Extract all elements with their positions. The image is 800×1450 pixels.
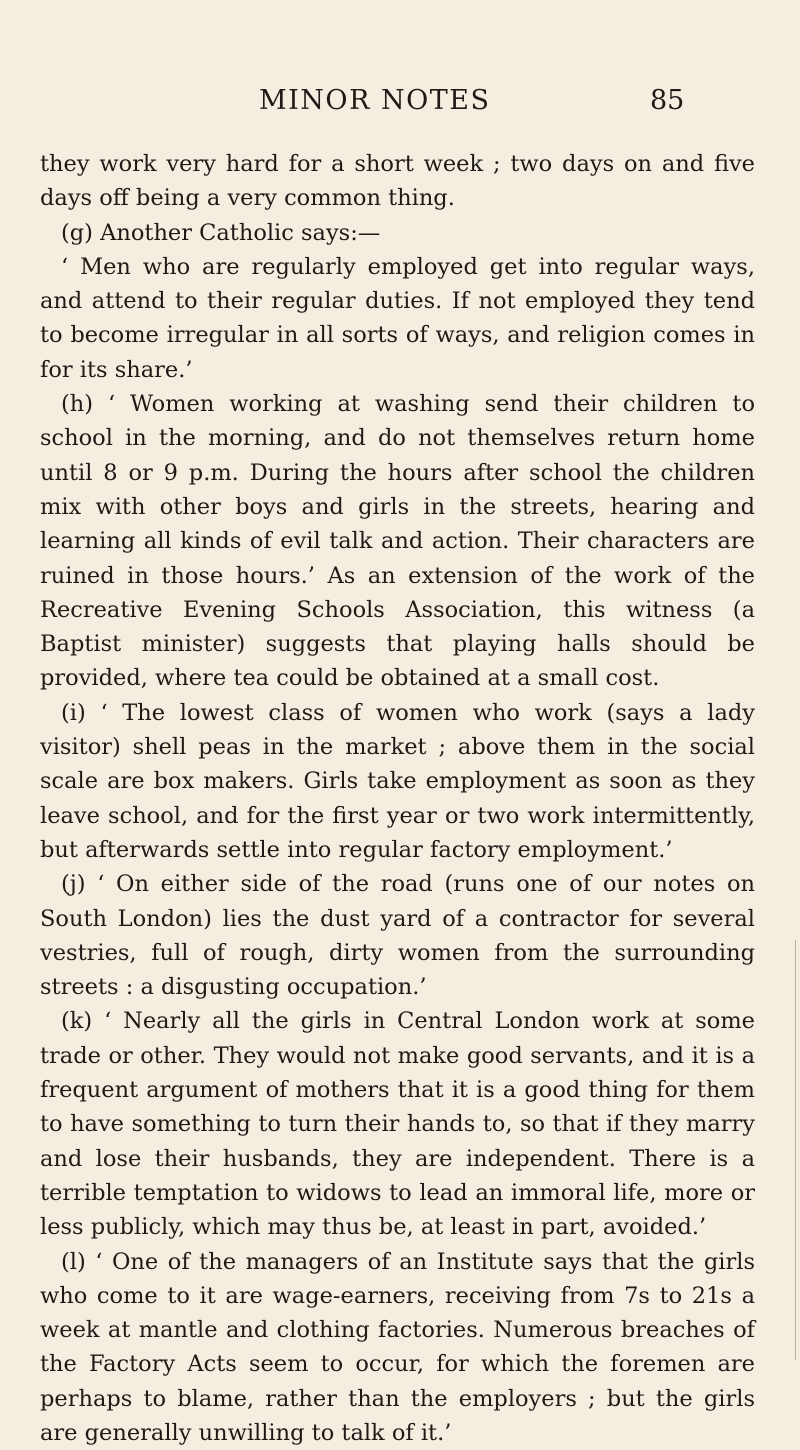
- paragraph-j: (j) ‘ On either side of the road (runs one of our notes on South London) lies the dust yard of a contractor for several vestries, full of rough, dirty women from the surrounding streets : a disgusting occupation.’: [40, 867, 755, 1004]
- page-edge-line: [795, 940, 796, 1360]
- page-header: [0, 85, 800, 125]
- paragraph-h: (h) ‘ Women working at washing send their children to school in the morning, and do not themselves return home until 8 or 9 p.m. During the hours after school the children mix with other boys and girls in the streets, hearing and learning all kinds of evil talk and action. Their characters are ruined in those hours.’ As an extension of the work of the Recreative Evening Schools Association, this witness (a Baptist minister) suggests that playing halls should be provided, where tea could be obtained at a small cost.: [40, 387, 755, 696]
- running-title: MINOR NOTES: [259, 85, 490, 116]
- paragraph-l: (l) ‘ One of the managers of an Institute says that the girls who come to it are wage-earners, receiving from 7s to 21s a week at mantle and clothing factories. Numerous breaches of the Factory Acts seem to occur, for which the foremen are perhaps to blame, rather than the employers ; but the girls are generally unwilling to talk of it.’: [40, 1245, 755, 1450]
- page-number: 85: [650, 85, 684, 116]
- paragraph-g-quote: ‘ Men who are regularly employed get into regular ways, and attend to their regular duties. If not employed they tend to become irregular in all sorts of ways, and religion comes in for its share.’: [40, 250, 755, 387]
- paragraph-g: (g) Another Catholic says:—: [40, 216, 755, 250]
- paragraph-continuation: they work very hard for a short week ; two days on and five days off being a very common thing.: [40, 147, 755, 216]
- paragraph-k: (k) ‘ Nearly all the girls in Central London work at some trade or other. They would not make good servants, and it is a frequent argument of mothers that it is a good thing for them to have something to turn their hands to, so that if they marry and lose their husbands, they are independent. There is a terrible temptation to widows to lead an immoral life, more or less publicly, which may thus be, at least in part, avoided.’: [40, 1004, 755, 1244]
- body-text: [40, 147, 755, 1450]
- paragraph-i: (i) ‘ The lowest class of women who work (says a lady visitor) shell peas in the market ; above them in the social scale are box makers. Girls take employment as soon as they leave school, and for the first year or two work intermittently, but afterwards settle into regular factory employment.’: [40, 696, 755, 867]
